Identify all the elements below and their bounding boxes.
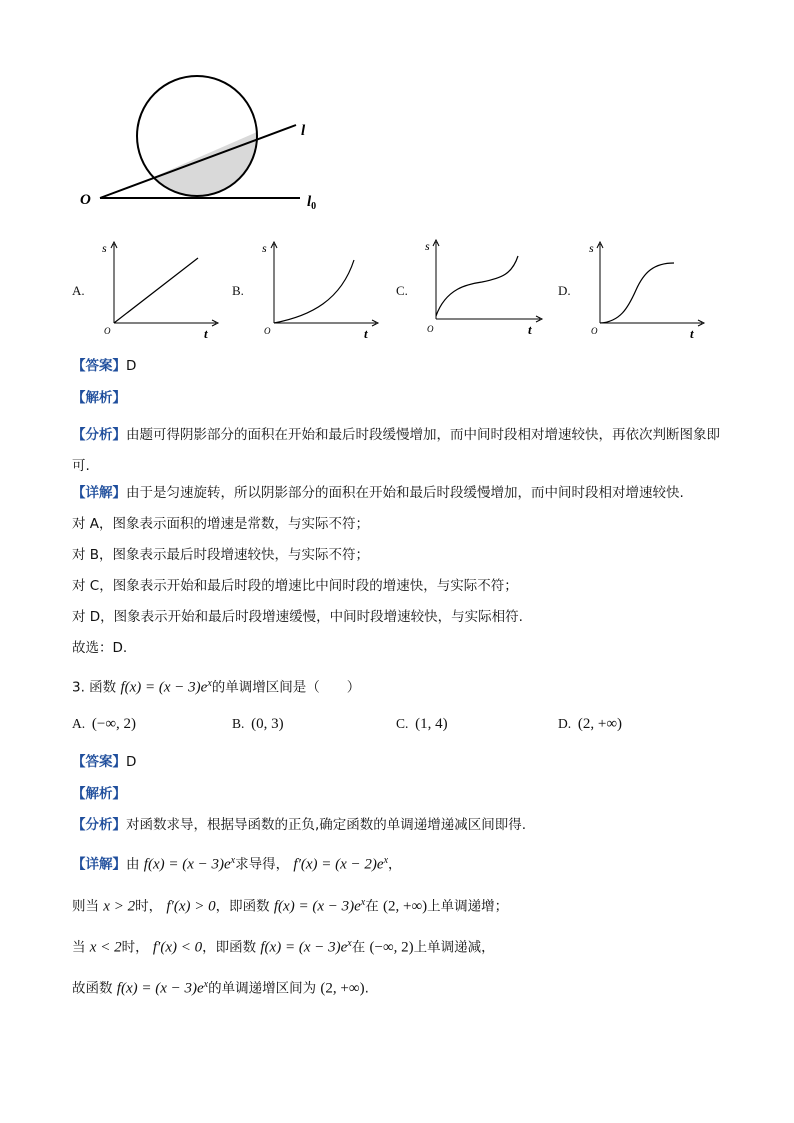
graph-c-t: t: [528, 322, 532, 337]
option-letter: A.: [72, 716, 86, 731]
shaded-region: [153, 132, 257, 196]
math: f′(x) = (x − 2)e: [293, 856, 384, 873]
q3-detail-3: [72, 934, 495, 958]
graph-b-curve: [274, 260, 354, 323]
math-sup: x: [360, 897, 366, 908]
math-sup: x: [230, 855, 236, 866]
math: f(x) = (x − 3)e: [116, 980, 204, 997]
q3-stem-pre: 3. 函数: [72, 679, 117, 696]
graph-a-letter[interactable]: A.: [72, 283, 85, 298]
text: 则当: [72, 898, 99, 915]
q3-func: f(x) = (x − 3)e: [120, 679, 208, 696]
option-letter: C.: [396, 716, 409, 731]
graph-c-s: s: [425, 239, 430, 253]
text: 的单调递增区间为: [208, 980, 317, 997]
math: f(x) = (x − 3)e: [143, 856, 231, 873]
q3-detail-1: [72, 851, 402, 875]
fenxi-tag: 【分析】: [72, 817, 126, 833]
q2-fenxi: [72, 420, 720, 482]
circle-line-figure: [70, 75, 340, 215]
q3-option-a[interactable]: [72, 716, 136, 733]
answer-value: D: [126, 754, 137, 770]
xiangjie-text: 由于是匀速旋转，所以阴影部分的面积在开始和最后时段缓慢增加，而中间时段相对增速较快.: [126, 485, 684, 501]
math: f′(x) > 0: [166, 898, 216, 915]
q3-stem: [72, 674, 360, 698]
q2-jiexi: [72, 388, 126, 408]
q3-option-b[interactable]: [232, 716, 284, 733]
option-letter: D.: [558, 716, 572, 731]
math: x < 2: [89, 939, 122, 956]
math: f(x) = (x − 3)e: [260, 939, 348, 956]
q2-line-a: 对 A，图象表示面积的增速是常数，与实际不符；: [72, 516, 370, 532]
q3-detail-4: [72, 975, 369, 999]
q2-answer-line: [72, 356, 136, 376]
text: 上单调递减，: [413, 939, 495, 956]
text: 时，: [135, 898, 163, 915]
q3-func-sup: x: [207, 678, 212, 689]
option-value: (1, 4): [415, 716, 448, 732]
option-value: (0, 3): [251, 716, 284, 732]
option-letter: B.: [232, 716, 245, 731]
text: 上单调递增；: [427, 898, 509, 915]
q3-detail-2: [72, 893, 508, 917]
math: f′(x) < 0: [152, 939, 203, 956]
text: 时，: [121, 939, 149, 956]
answer-tag: 【答案】: [72, 358, 126, 374]
graph-a-curve: [114, 258, 198, 323]
text: 在: [351, 939, 366, 956]
label-O: O: [80, 192, 91, 208]
graph-d-origin: O: [591, 326, 598, 336]
graph-d-letter[interactable]: D.: [558, 283, 571, 298]
graph-c-origin: O: [427, 324, 434, 334]
graph-a-s: s: [102, 241, 107, 255]
q3-option-d[interactable]: [558, 716, 622, 733]
text: ，即函数: [202, 939, 257, 956]
math-sup: x: [383, 855, 389, 866]
q2-line-d: 对 D，图象表示开始和最后时段增速缓慢，中间时段增速较快，与实际相符.: [72, 609, 523, 625]
text: ，: [388, 856, 402, 873]
q3-option-c[interactable]: [396, 716, 448, 733]
q2-line-b: 对 B，图象表示最后时段增速较快，与实际不符；: [72, 547, 370, 563]
graph-a-t: t: [204, 326, 208, 341]
graph-a-origin: O: [104, 326, 111, 336]
xiangjie-tag: 【详解】: [72, 856, 126, 873]
q2-xiangjie: [72, 483, 684, 503]
graph-b[interactable]: [256, 238, 386, 343]
text: .: [364, 980, 369, 997]
graph-d[interactable]: [584, 238, 714, 343]
xiangjie-tag: 【详解】: [72, 485, 126, 501]
fenxi-text: 对函数求导，根据导函数的正负,确定函数的单调递增递减区间即得.: [126, 817, 527, 833]
graph-a[interactable]: [96, 238, 226, 343]
graph-b-origin: O: [264, 326, 271, 336]
text: 求导得，: [235, 856, 290, 873]
graph-c[interactable]: [420, 236, 550, 341]
q2-choose: 故选：D.: [72, 640, 128, 656]
answer-value: D: [126, 358, 137, 374]
text: 在: [365, 898, 379, 915]
fenxi-text: 由题可得阴影部分的面积在开始和最后时段缓慢增加，而中间时段相对增速较快，再依次判断图象即可.: [72, 427, 720, 474]
q3-stem-post: 的单调增区间是（ ）: [211, 679, 361, 696]
jiexi-tag: 【解析】: [72, 390, 126, 406]
math: (2, +∞): [320, 980, 365, 997]
q3-fenxi: [72, 815, 526, 835]
math: (−∞, 2): [369, 939, 414, 956]
q2-line-c: 对 C，图象表示开始和最后时段的增速比中间时段的增速快，与实际不符；: [72, 578, 518, 594]
label-l0: $l_0$: [307, 194, 317, 212]
graph-d-curve: [600, 263, 674, 323]
text: ，即函数: [215, 898, 270, 915]
math-sup: x: [203, 979, 209, 990]
math: x > 2: [103, 898, 136, 915]
graph-c-curve: [436, 256, 518, 316]
math: (2, +∞): [383, 898, 428, 915]
jiexi-tag: 【解析】: [72, 786, 126, 802]
math-sup: x: [347, 938, 352, 949]
text: 当: [72, 939, 86, 956]
graph-d-s: s: [589, 241, 594, 255]
option-value: (−∞, 2): [91, 716, 137, 732]
graph-b-t: t: [364, 326, 368, 341]
graph-b-letter[interactable]: B.: [232, 283, 244, 298]
graph-b-s: s: [262, 241, 267, 255]
option-value: (2, +∞): [577, 716, 623, 732]
graph-c-letter[interactable]: C.: [396, 283, 408, 298]
fenxi-tag: 【分析】: [72, 427, 126, 443]
text: 由: [126, 856, 140, 873]
math: f(x) = (x − 3)e: [273, 898, 361, 915]
q3-jiexi: [72, 784, 126, 804]
text: 故函数: [72, 980, 113, 997]
answer-tag: 【答案】: [72, 754, 126, 770]
graph-d-t: t: [690, 326, 694, 341]
label-l: l: [301, 123, 306, 139]
q3-answer-line: [72, 752, 136, 772]
